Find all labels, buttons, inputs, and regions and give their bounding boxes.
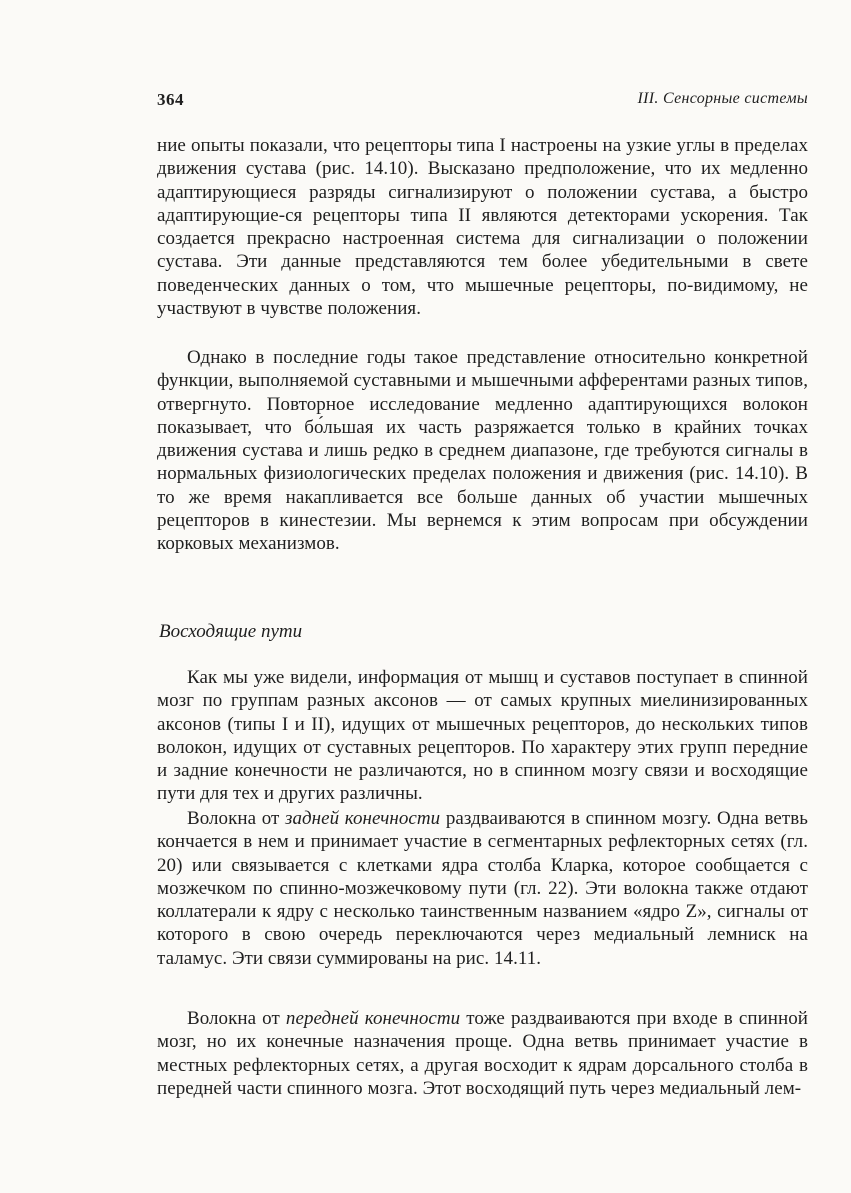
paragraph-4-text: раздваиваются в спинном мозгу. Одна ветвь кончается в нем и принимает участие в сегментарных рефлекторных сетях (гл. 20) или связывается с клетками ядра столба Кларка, которое сообщается с мозжечком по спинно-мозжечковому пути (гл. 22). Эти волокна также отдают коллатерали к ядру с несколько таинственным названием «ядро Z», сигналы от которого в свою очередь переключаются через медиальный лемниск на таламус. Эти связи суммированы на рис. 14.11. (157, 808, 808, 969)
page-header (157, 90, 808, 114)
paragraph-4-lead: Волокна от (187, 808, 285, 829)
paragraph-4 (157, 807, 808, 970)
paragraph-5-emphasis: передней конечности (285, 1008, 461, 1029)
paragraph-4-emphasis: задней конечности (284, 808, 441, 829)
paragraph-5-lead: Волокна от (187, 1008, 286, 1029)
paragraph-2: Однако в последние годы такое представление относительно конкретной функции, выполняемой суставными и мышечными афферентами разных типов, отвергнуто. Повторное исследование медленно адаптирующихся волокон показывает, что бо́льшая их часть разряжается только в крайних точках движения сустава и лишь редко в среднем диапазоне, где требуются сигналы в нормальных физиологических пределах положения и движения (рис. 14.10). В то же время накапливается все больше данных об участии мышечных рецепторов в кинестезии. Мы вернемся к этим вопросам при обсуждении корковых механизмов. (157, 347, 808, 555)
section-heading: Восходящие пути (159, 621, 303, 642)
paragraph-5-text: тоже раздваиваются при входе в спинной мозг, но их конечные назначения проще. Одна ветвь принимает участие в местных рефлекторных сетях, а другая восходит к ядрам дорсального столба в передней части спинного мозга. Этот восходящий путь через медиальный лем- (157, 1008, 809, 1099)
paragraph-3: Как мы уже видели, информация от мышц и суставов поступает в спинной мозг по группам разных аксонов — от самых крупных миелинизированных аксонов (типы I и II), идущих от мышечных рецепторов, до нескольких типов волокон, идущих от суставных рецепторов. По характеру этих групп передние и задние конечности не различаются, но в спинном мозгу связи и восходящие пути для тех и других различны. (157, 667, 808, 805)
running-head: III. Сенсорные системы (637, 90, 808, 107)
page-number: 364 (157, 90, 184, 109)
paragraph-1: ние опыты показали, что рецепторы типа I настроены на узкие углы в пределах движения сустава (рис. 14.10). Высказано предположение, что их медленно адаптирующиеся разряды сигнализируют о положении сустава, а быстро адаптирующие-ся рецепторы типа II являются детекторами ускорения. Так создается прекрасно настроенная система для сигнализации о положении сустава. Эти данные представляются тем более убедительными в свете поведенческих данных о том, что мышечные рецепторы, по-видимому, не участвуют в чувстве положения. (157, 135, 808, 320)
paragraph-5 (157, 1007, 808, 1100)
